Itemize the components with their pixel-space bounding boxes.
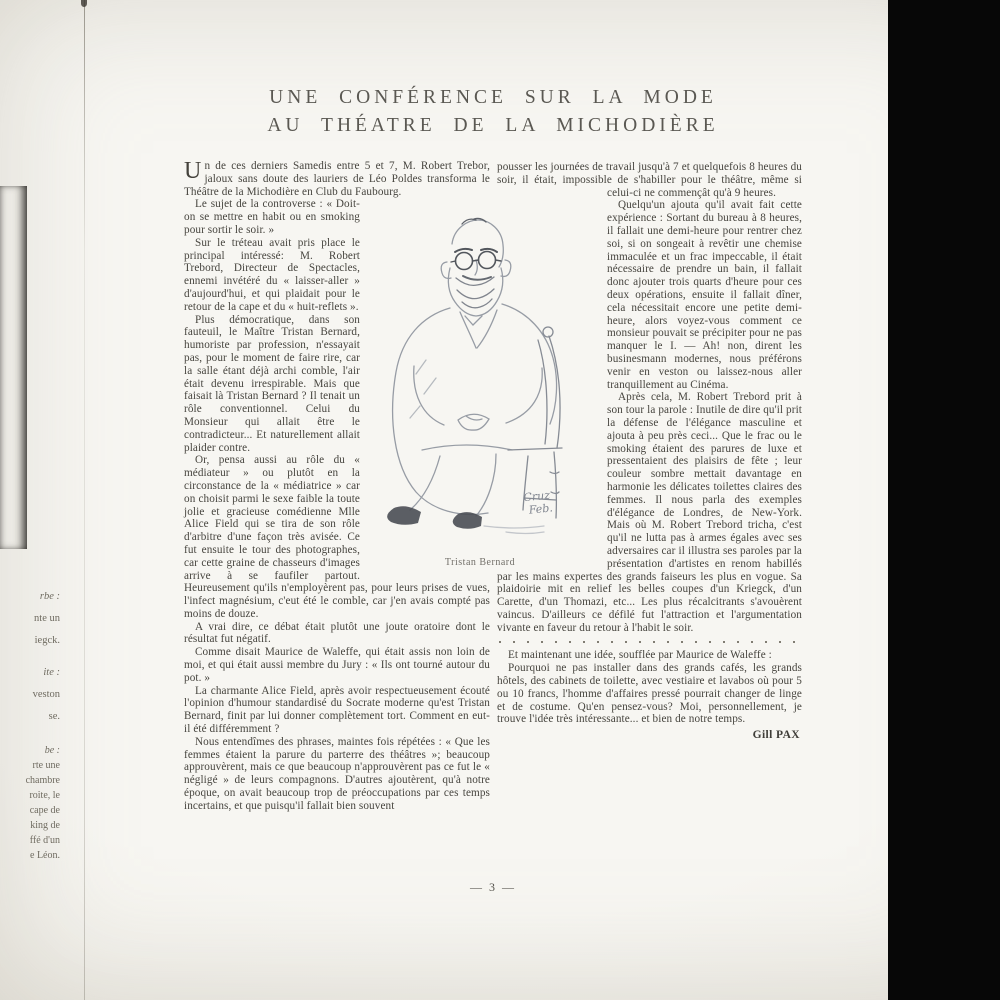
fragment-group xyxy=(0,743,60,863)
paragraph: A vrai dire, ce débat était plutôt une joute oratoire dont le résultat fut négatif. xyxy=(184,620,490,646)
paragraph: Et maintenant une idée, soufflée par Maurice de Waleffe : xyxy=(508,649,772,662)
fragment-line: ffé d'un xyxy=(29,835,60,846)
lead-paragraph xyxy=(184,160,490,198)
author-signature: Gill PAX xyxy=(752,729,800,742)
fragment-group xyxy=(0,662,60,728)
fragment-line: rte une xyxy=(32,760,60,771)
fragment-line: se. xyxy=(48,711,60,722)
facing-page-text-fragments xyxy=(0,586,64,863)
paragraph xyxy=(497,161,802,199)
paragraph: Or, pensa aussi au rôle du « médiateur » ou plutôt en la circonstance de la « médiatrice » car on choisit parmi le sexe faible la toute jolie et gracieuse comédienne Mlle Alice Field qui se tira de son rôle d'arbitre d'une façon très avisée. Ce fut ensuite le tour des photographes, car cette graine de chasseurs d'images arrive à se faufiler partout. Heureusement qu'ils n'employèrent pas, pour leurs prises de vues, l'infect magnésium, c'eut été le comble, car j'en avais compté pas moins de douze. xyxy=(184,454,490,620)
page-fold-line xyxy=(84,0,85,1000)
fragment-line: ite : xyxy=(43,667,60,678)
paragraph: Quelqu'un ajouta qu'il avait fait cette expérience : Sortant du bureau à 8 heures, il fallait une demi-heure pour rentrer chez soi, si on songeait à revêtir une chemise immaculée et un frac impeccable, il était nécessaire de prendre un bain, il fallait donc ajouter trois quarts d'heure pour ces deux opérations, ensuite il fallait dîner, cela nécessitait encore une petite demi-heure, alors voyez-vous comment ce monsieur pouvait se précipiter pour ne pas manquer le I. — Ah! non, dirent les businesmann modernes, nous préférons venir en veston ou laissez-nous aller tranquillement au Cinéma. xyxy=(607,199,802,391)
paragraph: La charmante Alice Field, après avoir respectueusement écouté l'opinion d'humour standardisé du Socrate moderne qu'est Tristan Bernard, finit par lui donner complètement tort. Comment en eut-il été différemment ? xyxy=(184,684,490,736)
fragment-line: nte un xyxy=(34,613,60,624)
sketch-shoe xyxy=(387,506,421,525)
fragment-group xyxy=(0,586,60,652)
title-line-1: UNE CONFÉRENCE SUR LA MODE xyxy=(269,87,717,108)
paragraph: Sur le tréteau avait pris place le principal intéressé: M. Robert Trebord, Directeur de Spectacles, ennemi invétéré du « laisser-aller » d'aujourd'hui, et qui plaidait pour le retour de la cape et du « huit-reflets ». xyxy=(184,236,360,313)
title-line-2: AU THÉATRE DE LA MICHODIÈRE xyxy=(267,115,719,136)
paragraph-text: n de ces derniers Samedis entre 5 et 7, M. Robert Trebor, jaloux sans doute des lauriers de Léo Poldes transforma le Théâtre de la Michodière en Club du Faubourg. xyxy=(184,160,490,198)
article-title xyxy=(184,84,802,140)
paragraph: Le sujet de la controverse : « Doit-on se mettre en habit ou en smoking pour sortir le soir. » xyxy=(184,198,360,236)
right-column xyxy=(497,161,802,742)
fragment-line: roite, le xyxy=(29,790,60,801)
page-number: — 3 — xyxy=(470,880,516,894)
sketch-coat xyxy=(393,308,488,514)
signature-line: Cruz xyxy=(522,488,551,505)
paragraph-text: pousser les journées de travail jusqu'à 7 et quelquefois 8 heures du soir, il était, impossible de s'habiller pour le théâtre, même si celui-ci ne commençât qu'à xyxy=(497,161,802,199)
sketch-hands xyxy=(458,414,489,430)
illustration-caption: Tristan Bernard xyxy=(444,557,516,568)
paragraph: Nous entendîmes des phrases, maintes fois répétées : « Que les femmes étaient la parure du parterre des théâtres »; beaucoup approuvèrent, mais ce que beaucoup n'approuvèrent pas ce fut le « négligé » de leurs compagnons. D'autres ajoutèrent, qu'à notre époque, on avait beaucoup trop de préoccupations par ces temps incertains, et que puisqu'il fallait bien souvent xyxy=(184,735,490,812)
paragraph-text: 9 heures. xyxy=(734,186,777,199)
fragment-line: king de xyxy=(30,820,60,831)
paragraph: Après cela, M. Robert Trebord prit à son tour la parole : Inutile de dire qu'il prit la défense de l'élégance masculine et ajouta à peu près ceci... Que le frac ou le smoking étaient des parures de luxe et pressentaient des plaisirs de fête ; leur couleur sombre mettait davantage en harmonie les délicates toilettes claires des femmes. Il nous parla des exemples d'élégance de Londres, de New-York. Mais où M. Robert Trebord tricha, c'est qu'il ne lutta pas à armes égales avec ses adversaires car il illustra ses paroles par la présentation d'artistes en renom habillés par les mains expertes des grands faiseurs les plus en vogue. Sa plaidoirie mit en relief les belles coupes d'un Kriegck, d'un Carette, d'un Thomazi, etc... Les plus récalcitrants s'avouèrent vaincus. D'ailleurs ce défilé fut l'attraction et l'argumentation vivante en faveur du retour à l'habit le soir. xyxy=(497,391,802,634)
sketch-glasses xyxy=(456,253,473,270)
dotted-separator xyxy=(499,641,800,643)
fragment-line: veston xyxy=(32,689,60,700)
fragment-line: cape de xyxy=(29,805,60,816)
facing-page-photo-fragment xyxy=(0,186,27,549)
fragment-line: iegck. xyxy=(34,635,60,646)
dropcap: U xyxy=(184,158,202,184)
paragraph: Pourquoi ne pas installer dans des grands cafés, les grands hôtels, des cabinets de toilette, avec vestiaire et lavabos où pour 5 ou 10 francs, l'homme d'affaires pressé pourrait changer de linge et de costume. Qu'en pensez-vous? Moi, personnellement, je trouve l'idée très intéressante... et bien de notre temps. xyxy=(497,662,802,726)
scan-background-band xyxy=(888,0,1000,1000)
fragment-line: be : xyxy=(44,745,60,756)
paragraph: Plus démocratique, dans son fauteuil, le Maître Tristan Bernard, humoriste par profession, n'essayait pas, pour le moment de faire rire, car la salle étant déjà archi comble, l'air était devenu irrespirable. Mais que faisait là Tristan Bernard ? Il tenait un rôle conventionnel. Celui du Monsieur qui allait être le contradicteur... Et naturellement allait plaider contre. xyxy=(184,313,360,454)
illustration-wrap-spacer xyxy=(497,187,600,559)
scan-speck xyxy=(81,0,87,7)
fragment-line: rbe : xyxy=(39,591,60,602)
paragraph: Comme disait Maurice de Waleffe, qui était assis non loin de moi, et qui était aussi membre du Jury : « Ils ont tourné autour du pot. » xyxy=(184,646,490,684)
fragment-line: e Léon. xyxy=(30,850,60,861)
signature-line: Feb. xyxy=(528,501,554,517)
fragment-line: chambre xyxy=(25,775,60,786)
